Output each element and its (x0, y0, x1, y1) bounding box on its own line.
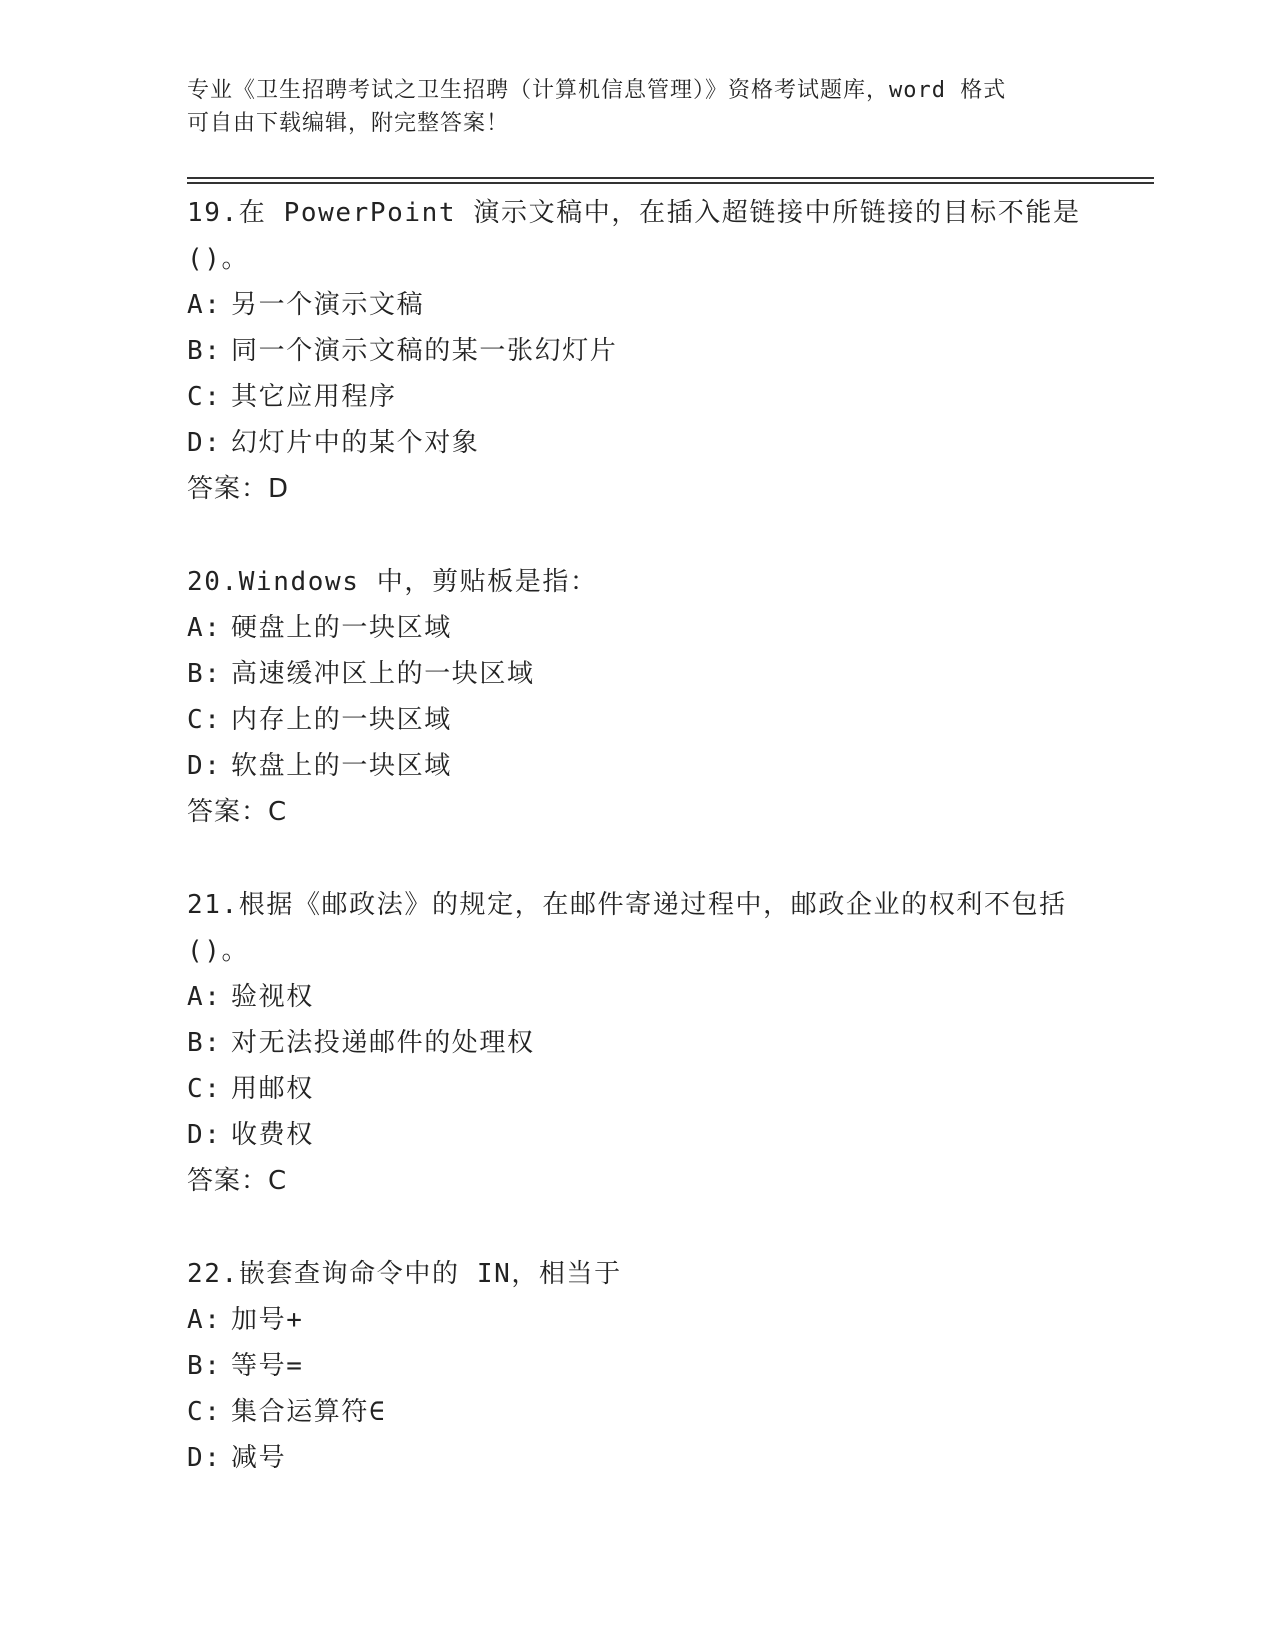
option-text: 硬盘上的一块区域 (231, 613, 452, 643)
option-key: B: (187, 1028, 222, 1058)
question-title: 19.在 PowerPoint 演示文稿中，在插入超链接中所链接的目标不能是()。 (187, 198, 1081, 274)
answer-line: 答案：C (187, 1166, 288, 1196)
answer-line: 答案：C (187, 797, 288, 827)
question-list (187, 190, 1127, 1528)
option-d (187, 1435, 1127, 1481)
option-a (187, 282, 1127, 328)
option-key: A: (187, 1305, 222, 1335)
option-key: D: (187, 428, 222, 458)
option-b (187, 1020, 1127, 1066)
question-title: 22.嵌套查询命令中的 IN，相当于 (187, 1259, 622, 1289)
option-text: 收费权 (231, 1120, 314, 1150)
question-20 (187, 559, 1127, 835)
option-text: 另一个演示文稿 (231, 290, 425, 320)
option-key: D: (187, 1120, 222, 1150)
option-key: D: (187, 751, 222, 781)
answer-line: 答案：D (187, 474, 290, 504)
header-divider-bottom (187, 182, 1154, 184)
option-key: A: (187, 290, 222, 320)
option-text: 对无法投递邮件的处理权 (231, 1028, 535, 1058)
option-text: 软盘上的一块区域 (231, 751, 452, 781)
option-b (187, 651, 1127, 697)
option-text: 减号 (231, 1443, 287, 1473)
header-line-2: 可自由下载编辑，附完整答案！ (187, 111, 510, 136)
option-c (187, 697, 1127, 743)
option-a (187, 1297, 1127, 1343)
option-d (187, 420, 1127, 466)
option-key: C: (187, 705, 222, 735)
option-d (187, 1112, 1127, 1158)
option-key: C: (187, 1397, 222, 1427)
header-line-1: 专业《卫生招聘考试之卫生招聘（计算机信息管理）》资格考试题库，word 格式 (187, 78, 1007, 103)
option-key: C: (187, 1074, 222, 1104)
option-text: 等号= (231, 1351, 304, 1381)
option-c (187, 1066, 1127, 1112)
option-key: B: (187, 659, 222, 689)
option-b (187, 1343, 1127, 1389)
header-divider-top (187, 177, 1154, 179)
option-a (187, 974, 1127, 1020)
option-text: 幻灯片中的某个对象 (231, 428, 480, 458)
option-a (187, 605, 1127, 651)
option-text: 内存上的一块区域 (231, 705, 452, 735)
option-text: 加号+ (231, 1305, 304, 1335)
option-key: A: (187, 982, 222, 1012)
option-b (187, 328, 1127, 374)
option-c (187, 374, 1127, 420)
question-title: 21.根据《邮政法》的规定，在邮件寄递过程中，邮政企业的权利不包括()。 (187, 890, 1067, 966)
document-header (187, 74, 1087, 140)
option-key: B: (187, 1351, 222, 1381)
question-21 (187, 882, 1127, 1204)
option-text: 高速缓冲区上的一块区域 (231, 659, 535, 689)
option-d (187, 743, 1127, 789)
option-text: 其它应用程序 (231, 382, 397, 412)
option-key: A: (187, 613, 222, 643)
option-text: 验视权 (231, 982, 314, 1012)
option-key: D: (187, 1443, 222, 1473)
question-19 (187, 190, 1127, 512)
question-22 (187, 1251, 1127, 1481)
option-text: 同一个演示文稿的某一张幻灯片 (231, 336, 618, 366)
option-key: C: (187, 382, 222, 412)
option-c (187, 1389, 1127, 1435)
question-title: 20.Windows 中，剪贴板是指： (187, 567, 598, 597)
option-key: B: (187, 336, 222, 366)
option-text: 用邮权 (231, 1074, 314, 1104)
option-text: 集合运算符∈ (231, 1397, 387, 1427)
